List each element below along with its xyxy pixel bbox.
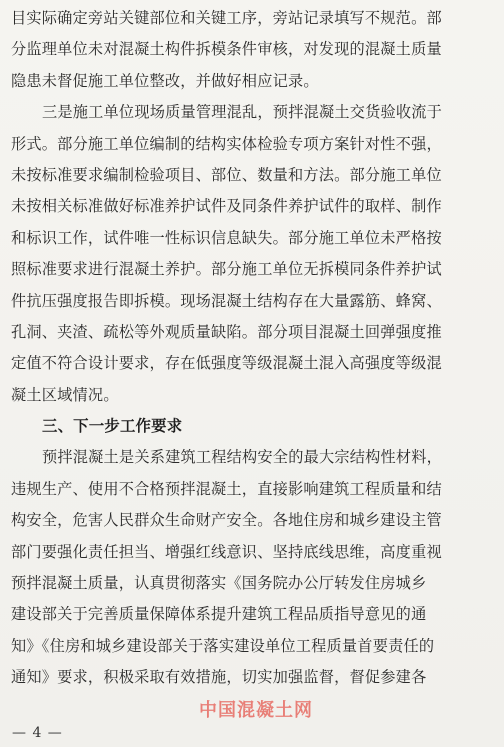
- body-line: 形式。部分施工单位编制的结构实体检验专项方案针对性不强，: [11, 134, 442, 153]
- body-line: 建设部关于完善质量保障体系提升建筑工程品质指导意见的通: [11, 605, 427, 624]
- body-line: 未按相关标准做好标准养护试件及同条件养护试件的取样、制作: [11, 197, 442, 216]
- paragraph-start-line: 三是施工单位现场质量管理混乱，预拌混凝土交货验收流于: [42, 103, 443, 122]
- body-line: 违规生产、使用不合格预拌混凝土，直接影响建筑工程质量和结: [11, 479, 442, 498]
- body-line: 凝土区域情况。: [11, 385, 119, 404]
- document-body: [11, 3, 497, 694]
- body-line: 隐患未督促施工单位整改，并做好相应记录。: [11, 71, 319, 90]
- body-line: 目实际确定旁站关键部位和关键工序，旁站记录填写不规范。部: [11, 9, 442, 27]
- body-line: 定值不符合设计要求，存在低强度等级混凝土混入高强度等级混: [11, 354, 442, 373]
- body-line: 未按标准要求编制检验项目、部位、数量和方法。部分施工单位: [11, 165, 442, 184]
- body-line: 和标识工作，试件唯一性标识信息缺失。部分施工单位未严格按: [11, 228, 442, 247]
- body-line: 部门要强化责任担当、增强红线意识、坚持底线思维，高度重视: [11, 542, 442, 561]
- body-line: 知》《住房和城乡建设部关于落实建设单位工程质量首要责任的: [11, 636, 435, 655]
- watermark-text: 中国混凝土网: [199, 700, 313, 721]
- body-line: 分监理单位未对混凝土构件拆模条件审核，对发现的混凝土质量: [11, 40, 442, 59]
- paragraph-start-line: 预拌混凝土是关系建筑工程结构安全的最大宗结构性材料，: [42, 448, 443, 467]
- page-number: — 4 —: [12, 725, 63, 741]
- body-line: 照标准要求进行混凝土养护。部分施工单位无拆模同条件养护试: [11, 260, 442, 279]
- body-line: 件抗压强度报告即拆模。现场混凝土结构存在大量露筋、蜂窝、: [11, 291, 442, 310]
- body-line: 通知》要求，积极采取有效措施，切实加强监督，督促参建各: [11, 668, 427, 687]
- body-line: 构安全，危害人民群众生命财产安全。各地住房和城乡建设主管: [11, 511, 442, 530]
- body-line: 预拌混凝土质量，认真贯彻落实《国务院办公厅转发住房城乡: [11, 574, 427, 593]
- body-line: 孔洞、夹渣、疏松等外观质量缺陷。部分项目混凝土回弹强度推: [11, 322, 442, 341]
- section-heading: 三、下一步工作要求: [42, 417, 183, 436]
